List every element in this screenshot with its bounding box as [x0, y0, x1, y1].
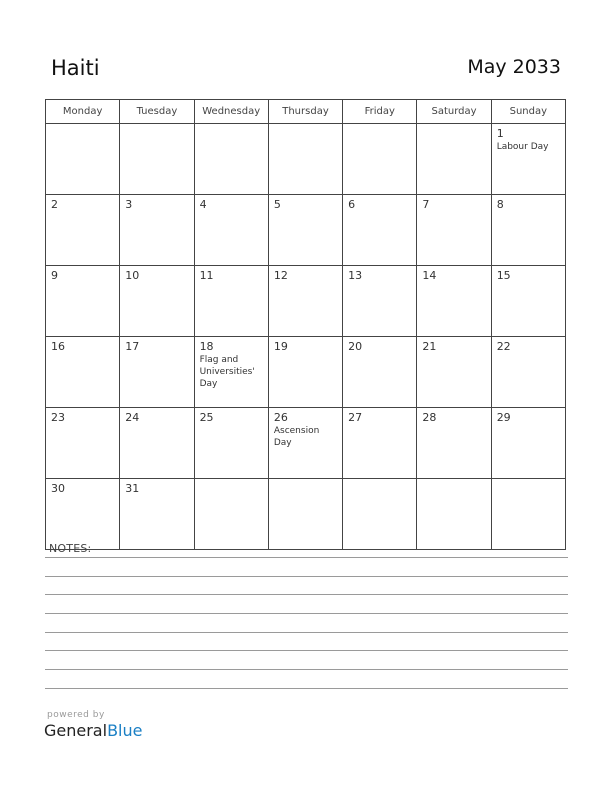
day-cell — [268, 266, 342, 337]
week-row — [46, 337, 566, 408]
holiday-label: Flag and Universities' Day — [199, 355, 255, 389]
day-cell — [343, 479, 417, 550]
day-number: 14 — [422, 269, 437, 282]
day-cell — [491, 124, 565, 195]
day-cell — [194, 408, 268, 479]
day-number: 11 — [199, 269, 214, 282]
day-cell — [120, 337, 194, 408]
day-number: 10 — [125, 269, 140, 282]
notes-label: NOTES: — [49, 542, 92, 555]
day-cell — [268, 408, 342, 479]
day-cell — [268, 337, 342, 408]
day-number: 25 — [199, 411, 214, 424]
holiday-label: Labour Day — [496, 142, 549, 152]
calendar-body — [46, 124, 566, 550]
day-cell — [491, 266, 565, 337]
day-number: 2 — [51, 198, 58, 211]
day-number: 16 — [51, 340, 65, 353]
day-number: 1 — [496, 127, 504, 140]
note-line — [45, 613, 568, 614]
day-number: 29 — [496, 411, 511, 424]
day-number: 26 — [273, 411, 288, 424]
weekday-header: Monday — [46, 100, 120, 124]
weekday-header: Thursday — [268, 100, 342, 124]
week-row — [46, 124, 566, 195]
calendar-grid — [45, 99, 566, 550]
day-number: 5 — [273, 198, 281, 211]
day-number: 23 — [51, 411, 65, 424]
weekday-header: Tuesday — [120, 100, 194, 124]
day-cell — [194, 479, 268, 550]
day-cell — [194, 337, 268, 408]
day-cell — [417, 124, 491, 195]
day-cell — [120, 124, 194, 195]
day-number: 30 — [51, 482, 65, 495]
day-number: 21 — [422, 340, 437, 353]
note-line — [45, 669, 568, 670]
day-cell — [417, 408, 491, 479]
note-line — [45, 557, 568, 558]
day-cell — [417, 479, 491, 550]
note-line — [45, 594, 568, 595]
weekday-header: Wednesday — [194, 100, 268, 124]
week-row — [46, 408, 566, 479]
day-cell — [491, 408, 565, 479]
day-cell — [46, 337, 120, 408]
month-year-title: May 2033 — [467, 56, 561, 78]
day-cell — [46, 266, 120, 337]
day-number: 31 — [125, 482, 140, 495]
brand-general: General — [44, 721, 108, 740]
holiday-label: Ascension Day — [273, 426, 320, 448]
day-cell — [194, 124, 268, 195]
weekday-header-row — [46, 100, 566, 124]
note-line — [45, 688, 568, 689]
day-number: 24 — [125, 411, 140, 424]
day-cell — [343, 337, 417, 408]
day-cell — [268, 124, 342, 195]
day-number: 27 — [348, 411, 363, 424]
day-cell — [268, 479, 342, 550]
week-row — [46, 195, 566, 266]
day-cell — [120, 195, 194, 266]
weekday-header: Friday — [343, 100, 417, 124]
day-cell — [343, 266, 417, 337]
day-cell — [491, 479, 565, 550]
day-cell — [417, 337, 491, 408]
day-number: 18 — [199, 340, 214, 353]
powered-by-text: powered by — [47, 710, 105, 720]
day-number: 12 — [273, 269, 288, 282]
day-cell — [46, 479, 120, 550]
country-title: Haiti — [51, 56, 100, 80]
note-line — [45, 576, 568, 577]
day-cell — [120, 479, 194, 550]
day-number: 6 — [348, 198, 356, 211]
day-number: 20 — [348, 340, 363, 353]
weekday-header: Saturday — [417, 100, 491, 124]
day-number: 4 — [199, 198, 207, 211]
day-cell — [417, 266, 491, 337]
day-number: 13 — [348, 269, 363, 282]
day-cell — [343, 124, 417, 195]
day-number: 9 — [51, 269, 58, 282]
day-number: 3 — [125, 198, 133, 211]
day-number: 7 — [422, 198, 430, 211]
day-cell — [194, 266, 268, 337]
weekday-header: Sunday — [491, 100, 565, 124]
generalblue-logo — [44, 721, 142, 740]
day-cell — [46, 195, 120, 266]
day-cell — [120, 408, 194, 479]
day-cell — [120, 266, 194, 337]
day-number: 8 — [496, 198, 504, 211]
day-number: 19 — [273, 340, 288, 353]
note-line — [45, 650, 568, 651]
day-cell — [343, 408, 417, 479]
day-number: 15 — [496, 269, 511, 282]
day-cell — [343, 195, 417, 266]
day-number: 28 — [422, 411, 437, 424]
day-cell — [491, 337, 565, 408]
day-cell — [268, 195, 342, 266]
brand-blue: Blue — [107, 721, 143, 740]
week-row — [46, 479, 566, 550]
day-cell — [417, 195, 491, 266]
week-row — [46, 266, 566, 337]
day-cell — [46, 408, 120, 479]
day-number: 22 — [496, 340, 511, 353]
day-cell — [194, 195, 268, 266]
note-line — [45, 632, 568, 633]
day-number: 17 — [125, 340, 140, 353]
day-cell — [46, 124, 120, 195]
day-cell — [491, 195, 565, 266]
